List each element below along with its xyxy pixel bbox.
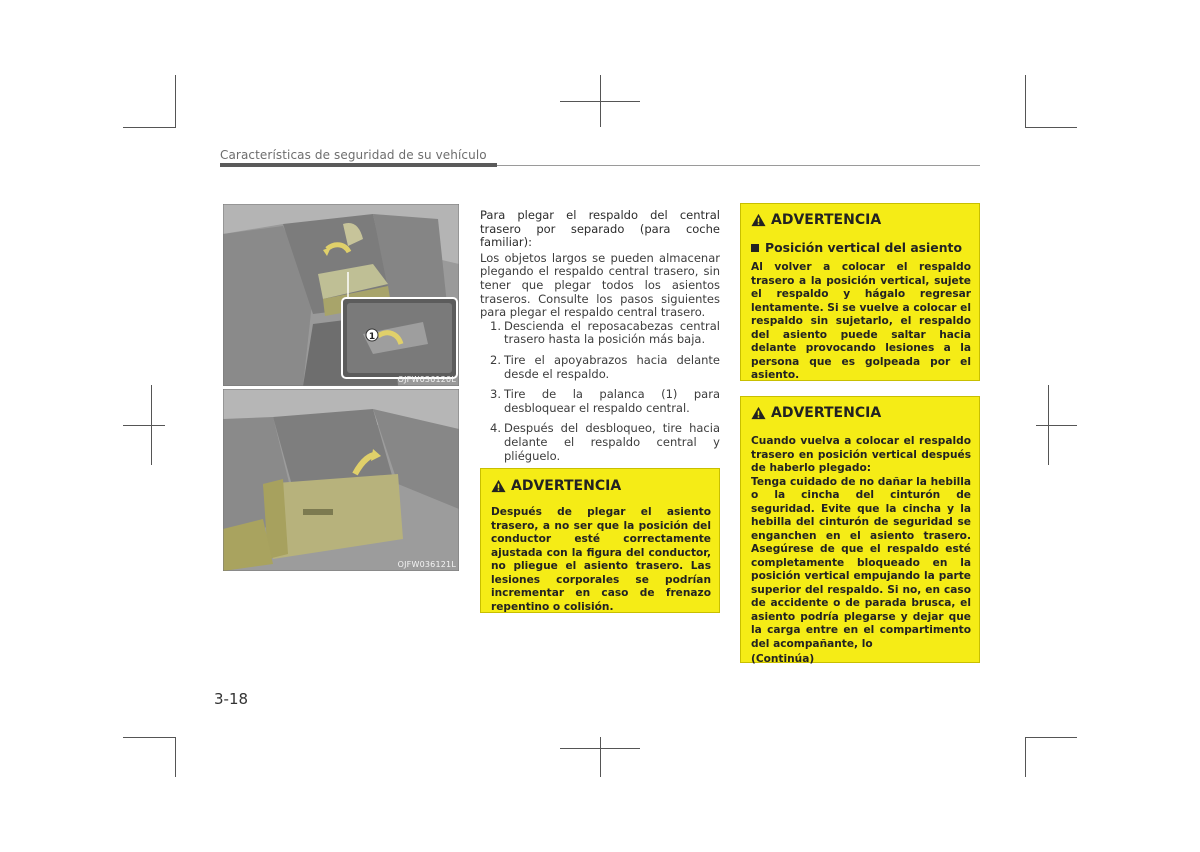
callout-1: 1 (368, 332, 376, 342)
warning-triangle-icon (751, 406, 766, 420)
list-item: 2. Tire el apoyabrazos hacia delante desde el respaldo. (490, 352, 720, 381)
warning-box-folded-seat (480, 468, 720, 613)
list-item: 4. Después del desbloqueo, tire hacia delante el respaldo central y pliéguelo. (490, 421, 720, 463)
list-item: 3. Tire de la palanca (1) para desbloquear el respaldo central. (490, 387, 720, 415)
warning-title: ADVERTENCIA (511, 478, 622, 494)
warning-triangle-icon (491, 479, 506, 493)
page-number: 3-18 (214, 690, 249, 708)
section-header: Características de seguridad de su vehículo (220, 148, 487, 162)
warning-text: Cuando vuelva a colocar el respaldo trasero en posición vertical después de haberlo plegado: Tenga cuidado de no dañar la hebilla o la cincha del cinturón de seguridad. Evite que la cincha y la hebilla del cinturón de seguridad se enganchen en el asiento trasero. Asegúrese de que el respaldo esté completamente bloqueado en la posición vertical empujando la parte superior del respaldo. Si no, en caso de accidente o de parada brusca, el asiento podría plegarse y dejar que la carga entre en el compartimento del acompañante, lo (751, 435, 971, 650)
instructions-column (480, 209, 720, 470)
steps-list (480, 320, 720, 463)
figure-code: OJFW036120L (397, 375, 456, 384)
figure-rear-seat-folded (223, 389, 459, 571)
warning-title: ADVERTENCIA (771, 212, 882, 228)
header-rule (220, 163, 497, 167)
continued-label: (Continúa) (751, 653, 815, 665)
warning-text: Al volver a colocar el respaldo trasero a la posición vertical, sujete el respaldo y hágalo regresar lentamente. Si se vuelve a colocar el respaldo sin sujetarlo, el respaldo del asiento puede saltar hacia delante provocando lesiones a la persona que es golpeada por el asiento. (751, 261, 971, 381)
instructions-intro: Los objetos largos se pueden almacenar plegando el respaldo central trasero, sin tener que plegar todos los asientos traseros. Consulte los pasos siguientes para plegar el respaldo central trasero. (480, 250, 720, 320)
warning-subtitle: Posición vertical del asiento (765, 240, 962, 255)
instructions-heading: Para plegar el respaldo del central trasero por separado (para coche familiar): (480, 208, 720, 250)
list-item: 1. Descienda el reposacabezas central trasero hasta la posición más baja. (490, 318, 720, 347)
warning-box-upright-position (740, 203, 980, 381)
warning-triangle-icon (751, 213, 766, 227)
header-rule-thin (497, 165, 980, 166)
warning-text: Después de plegar el asiento trasero, a no ser que la posición del conductor esté correctamente ajustada con la figura del conductor, no pliegue el asiento trasero. Las lesiones corporales se podrían incrementar en caso de frenazo repentino o colisión. (491, 506, 711, 613)
warning-box-return-upright (740, 396, 980, 663)
figure-rear-seat-armrest (223, 204, 459, 386)
figure-code: OJFW036121L (397, 560, 456, 569)
warning-title: ADVERTENCIA (771, 405, 882, 421)
bullet-square-icon (751, 244, 759, 252)
